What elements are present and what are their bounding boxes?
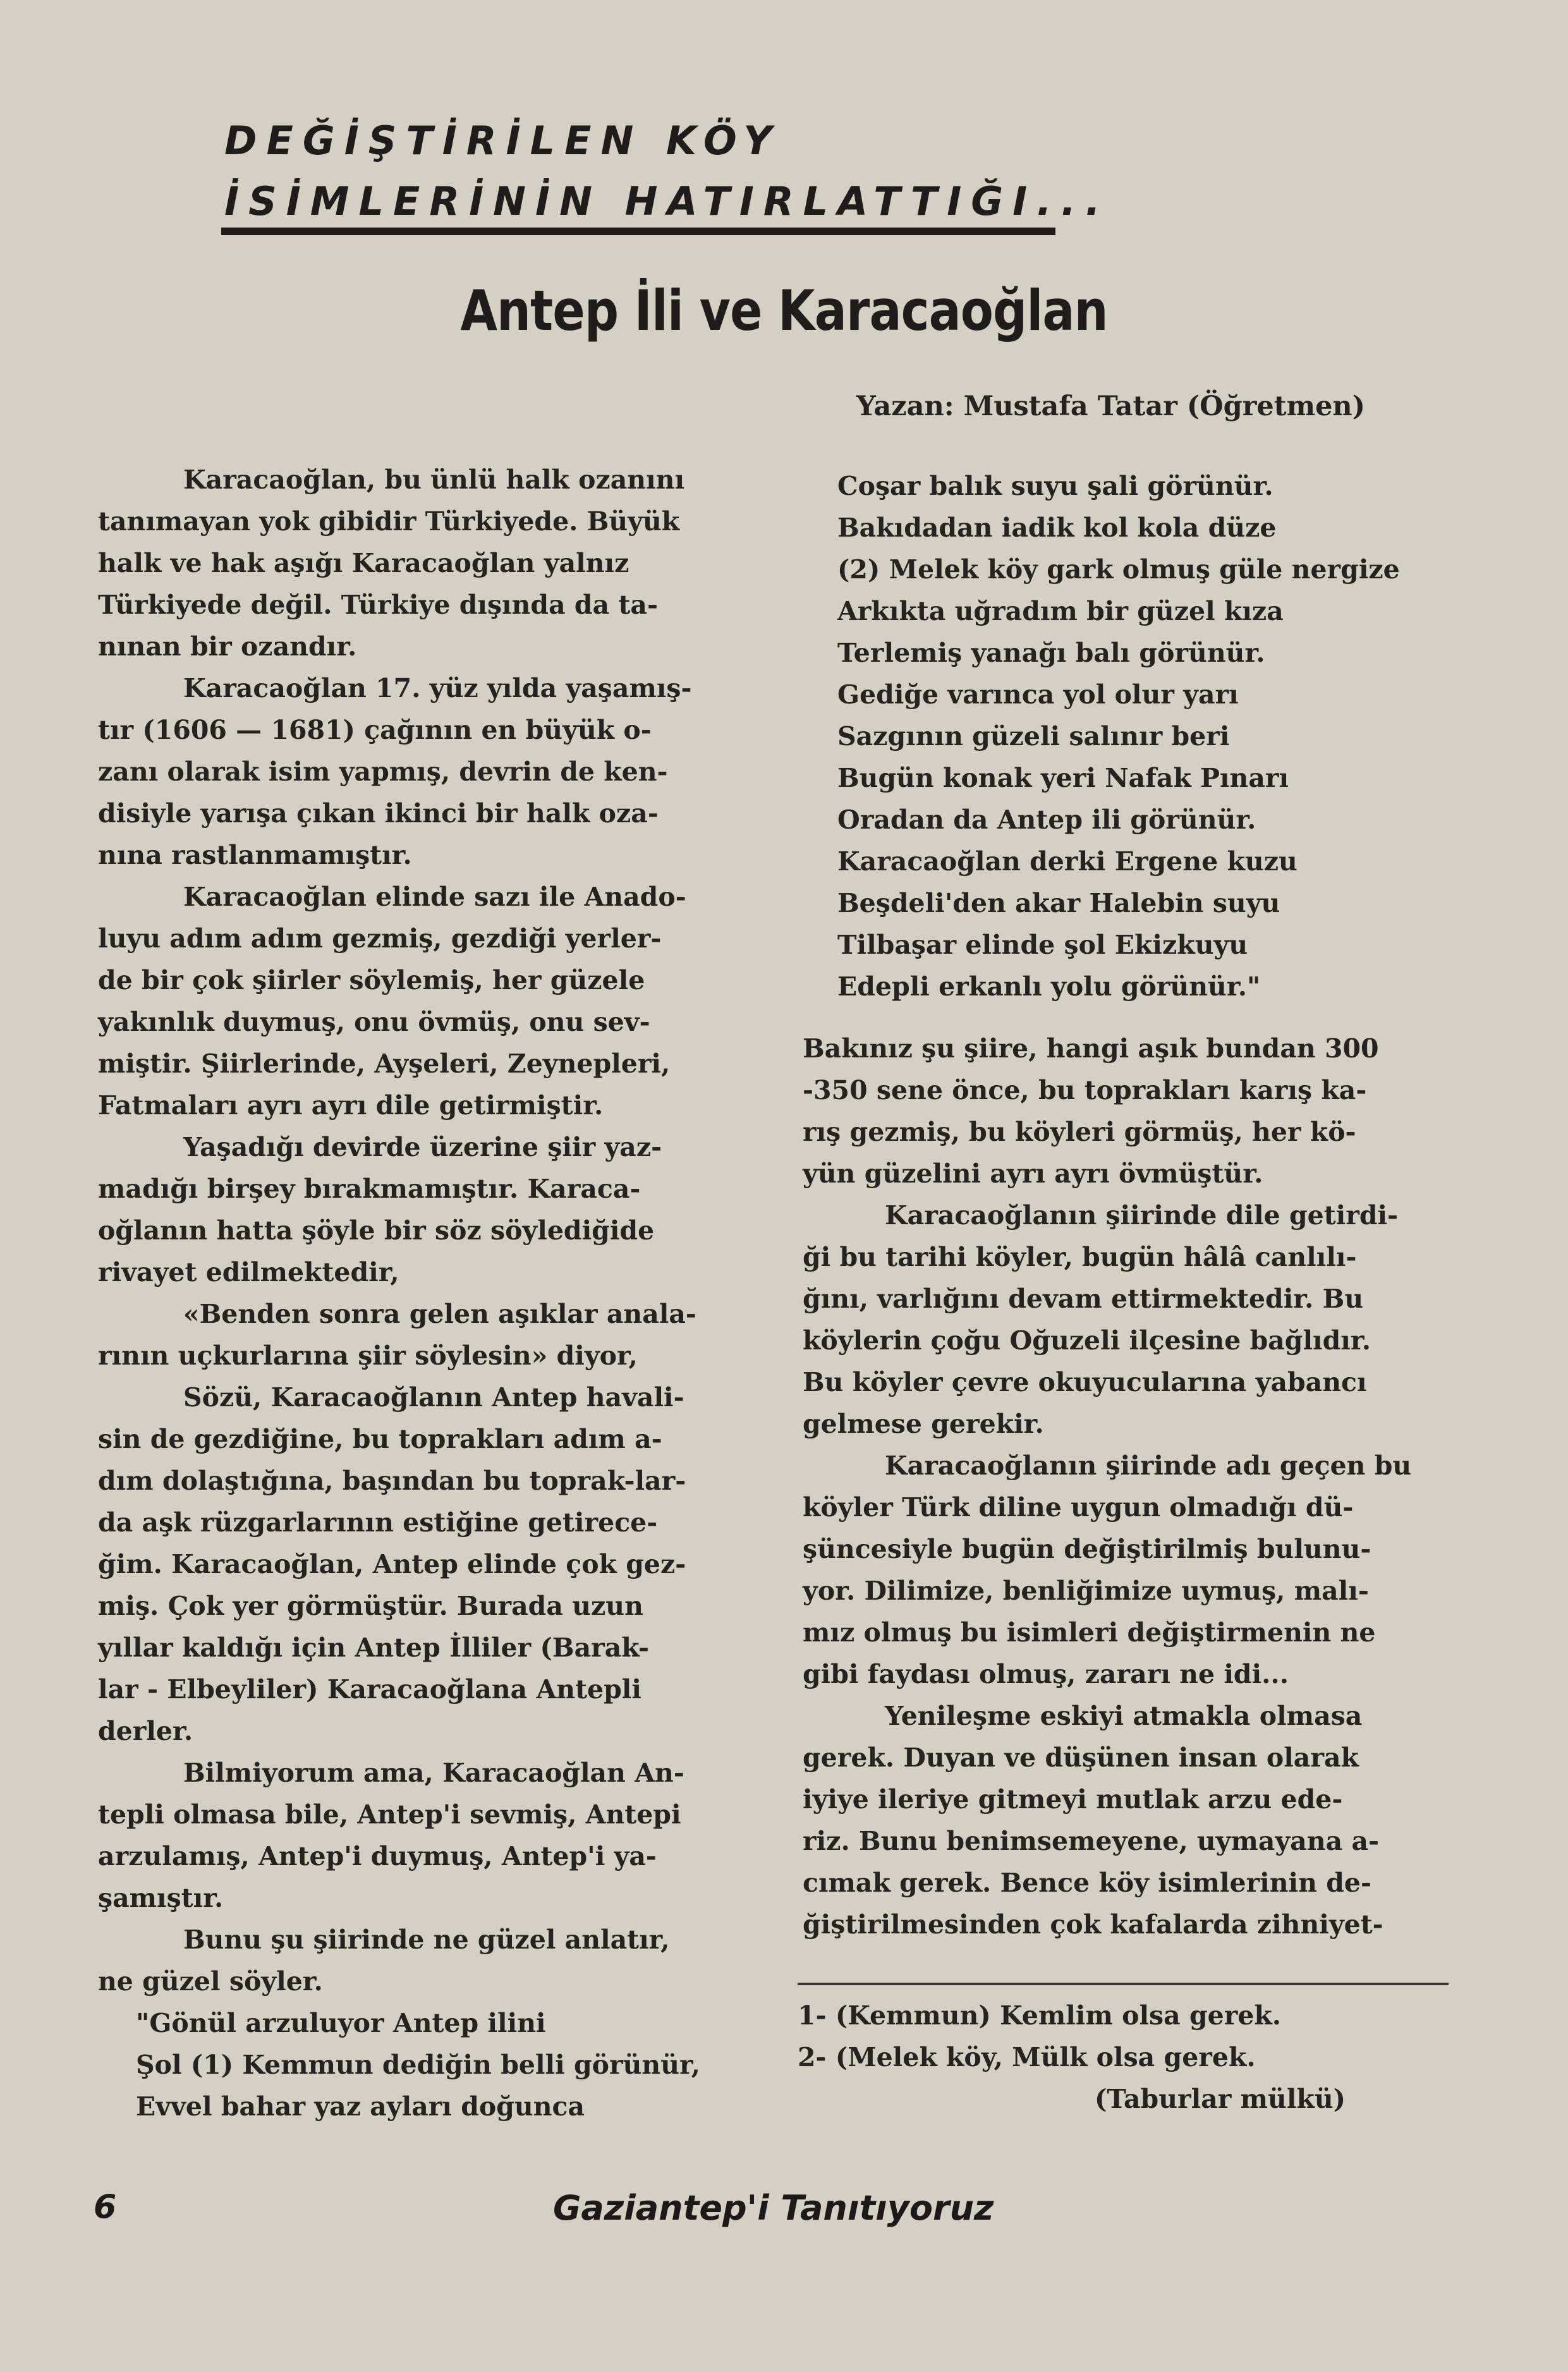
- text-line: nına rastlanmamıştır.: [98, 840, 412, 870]
- poem-line: Bugün konak yeri Nafak Pınarı: [837, 763, 1289, 793]
- poem-line: Terlemiş yanağı balı görünür.: [837, 638, 1265, 668]
- text-line: Türkiyede değil. Türkiye dışında da ta-: [98, 590, 658, 620]
- text-line: rının uçkurlarına şiir söylesin» diyor,: [98, 1341, 638, 1371]
- text-line: Sözü, Karacaoğlanın Antep havali-: [183, 1382, 684, 1413]
- text-line: ğını, varlığını devam ettirmektedir. Bu: [803, 1284, 1364, 1314]
- text-line: Evvel bahar yaz ayları doğunca: [136, 2091, 585, 2122]
- text-line: köylerin çoğu Oğuzeli ilçesine bağlıdır.: [803, 1325, 1371, 1356]
- text-line: miş. Çok yer görmüştür. Burada uzun: [98, 1591, 643, 1621]
- text-line: gelmese gerekir.: [803, 1409, 1044, 1439]
- text-line: madığı birşey bırakmamıştır. Karaca-: [98, 1174, 641, 1204]
- text-line: nınan bir ozandır.: [98, 631, 357, 662]
- footnotes: [798, 1995, 1346, 2120]
- text-line: ğiştirilmesinden çok kafalarda zihniyet-: [803, 1909, 1383, 1940]
- text-line: Bu köyler çevre okuyucularına yabancı: [803, 1367, 1367, 1397]
- text-line: dım dolaştığına, başından bu toprak-lar-: [98, 1466, 686, 1496]
- poem-line: (2) Melek köy gark olmuş güle nergize: [837, 554, 1400, 585]
- footnote-divider: [798, 1983, 1449, 1985]
- text-line: disiyle yarışa çıkan ikinci bir halk oza-: [98, 798, 659, 829]
- text-line: ği bu tarihi köyler, bugün hâlâ canlılı-: [803, 1242, 1357, 1272]
- article-byline: Yazan: Mustafa Tatar (Öğretmen): [856, 391, 1366, 422]
- text-line: şamıştır.: [98, 1883, 224, 1913]
- text-line: derler.: [98, 1716, 193, 1746]
- text-line: mız olmuş bu isimleri değiştirmenin ne: [803, 1617, 1376, 1648]
- poem-line: Coşar balık suyu şali görünür.: [837, 471, 1273, 501]
- text-line: miştir. Şiirlerinde, Ayşeleri, Zeynepleri,: [98, 1049, 671, 1079]
- series-heading-rule: [221, 228, 1055, 235]
- poem-line: Sazgının güzeli salınır beri: [837, 721, 1230, 751]
- text-line: de bir çok şiirler söylemiş, her güzele: [98, 965, 645, 995]
- series-heading: [224, 111, 1110, 232]
- text-line: yakınlık duymuş, onu övmüş, onu sev-: [98, 1007, 650, 1037]
- text-line: rış gezmiş, bu köyleri görmüş, her kö-: [803, 1117, 1356, 1147]
- text-line: luyu adım adım gezmiş, gezdiği yerler-: [98, 923, 662, 954]
- text-line: zanı olarak isim yapmış, devrin de ken-: [98, 757, 668, 787]
- footnote: 1- (Kemmun) Kemlim olsa gerek.: [798, 2000, 1282, 2031]
- text-line: şüncesiyle bugün değiştirilmiş bulunu-: [803, 1534, 1371, 1564]
- text-line: ğim. Karacaoğlan, Antep elinde çok gez-: [98, 1549, 686, 1579]
- footnote: 2- (Melek köy, Mülk olsa gerek.: [798, 2042, 1256, 2072]
- article-title: Antep İli ve Karacaoğlan: [460, 278, 1108, 343]
- poem-line: Gediğe varınca yol olur yarı: [837, 679, 1239, 710]
- text-line: yor. Dilimize, benliğimize uymuş, malı-: [803, 1576, 1369, 1606]
- page-number: 6: [94, 2188, 117, 2226]
- poem-line: Arkıkta uğradım bir güzel kıza: [837, 596, 1284, 626]
- text-line: Bilmiyorum ama, Karacaoğlan An-: [183, 1758, 684, 1788]
- text-line: gibi faydası olmuş, zararı ne idi...: [803, 1659, 1289, 1689]
- right-column: [803, 1028, 1473, 1945]
- text-line: Yaşadığı devirde üzerine şiir yaz-: [183, 1132, 662, 1162]
- poem-continuation: [837, 465, 1469, 1007]
- text-line: "Gönül arzuluyor Antep ilini: [136, 2008, 546, 2038]
- text-line: Karacaoğlan elinde sazı ile Anado-: [183, 882, 686, 912]
- text-line: köyler Türk diline uygun olmadığı dü-: [803, 1492, 1354, 1523]
- text-line: Bunu şu şiirinde ne güzel anlatır,: [183, 1925, 670, 1955]
- text-line: riz. Bunu benimsemeyene, uymayana a-: [803, 1826, 1380, 1856]
- poem-line: Beşdeli'den akar Halebin suyu: [837, 888, 1280, 918]
- footnote: (Taburlar mülkü): [1095, 2084, 1346, 2114]
- text-line: sin de gezdiğine, bu toprakları adım a-: [98, 1424, 662, 1454]
- text-line: arzulamış, Antep'i duymuş, Antep'i ya-: [98, 1841, 657, 1871]
- text-line: Bakınız şu şiire, hangi aşık bundan 300: [803, 1033, 1379, 1064]
- text-line: Şol (1) Kemmun dediğin belli görünür,: [136, 2050, 700, 2080]
- series-heading-line-2: İSİMLERİNİN HATIRLATTIĞI...: [224, 178, 1110, 224]
- text-line: yıllar kaldığı için Antep İlliler (Barak-: [98, 1633, 650, 1663]
- text-line: tanımayan yok gibidir Türkiyede. Büyük: [98, 506, 680, 537]
- text-line: lar - Elbeyliler) Karacaoğlana Antepli: [98, 1674, 641, 1705]
- text-line: -350 sene önce, bu toprakları karış ka-: [803, 1075, 1367, 1105]
- poem-line: Tilbaşar elinde şol Ekizkuyu: [837, 930, 1248, 960]
- text-line: tepli olmasa bile, Antep'i sevmiş, Antepi: [98, 1799, 681, 1830]
- text-line: «Benden sonra gelen aşıklar anala-: [183, 1299, 696, 1329]
- text-line: ne güzel söyler.: [98, 1966, 323, 1997]
- series-heading-line-1: DEĞİŞTİRİLEN KÖY: [224, 118, 782, 164]
- text-line: oğlanın hatta şöyle bir söz söylediğide: [98, 1215, 655, 1246]
- text-line: Karacaoğlan, bu ünlü halk ozanını: [183, 465, 685, 495]
- text-line: halk ve hak aşığı Karacaoğlan yalnız: [98, 548, 629, 578]
- text-line: Karacaoğlanın şiirinde dile getirdi-: [885, 1200, 1399, 1231]
- text-line: cımak gerek. Bence köy isimlerinin de-: [803, 1868, 1371, 1898]
- poem-line: Oradan da Antep ili görünür.: [837, 805, 1256, 835]
- poem-line: Karacaoğlan derki Ergene kuzu: [837, 846, 1298, 877]
- left-column: [98, 459, 768, 2127]
- text-line: yün güzelini ayrı ayrı övmüştür.: [803, 1159, 1263, 1189]
- text-line: Fatmaları ayrı ayrı dile getirmiştir.: [98, 1090, 604, 1121]
- poem-line: Bakıdadan iadik kol kola düze: [837, 513, 1277, 543]
- text-line: Karacaoğlan 17. yüz yılda yaşamış-: [183, 673, 692, 703]
- poem-line: Edepli erkanlı yolu görünür.": [837, 971, 1261, 1002]
- text-line: Yenileşme eskiyi atmakla olmasa: [885, 1701, 1363, 1731]
- text-line: gerek. Duyan ve düşünen insan olarak: [803, 1743, 1359, 1773]
- publication-title: Gaziantep'i Tanıtıyoruz: [553, 2188, 994, 2228]
- text-line: iyiye ileriye gitmeyi mutlak arzu ede-: [803, 1784, 1343, 1815]
- text-line: Karacaoğlanın şiirinde adı geçen bu: [885, 1451, 1412, 1481]
- text-line: tır (1606 — 1681) çağının en büyük o-: [98, 715, 652, 745]
- text-line: rivayet edilmektedir,: [98, 1257, 399, 1287]
- text-line: da aşk rüzgarlarının estiğine getirece-: [98, 1507, 658, 1538]
